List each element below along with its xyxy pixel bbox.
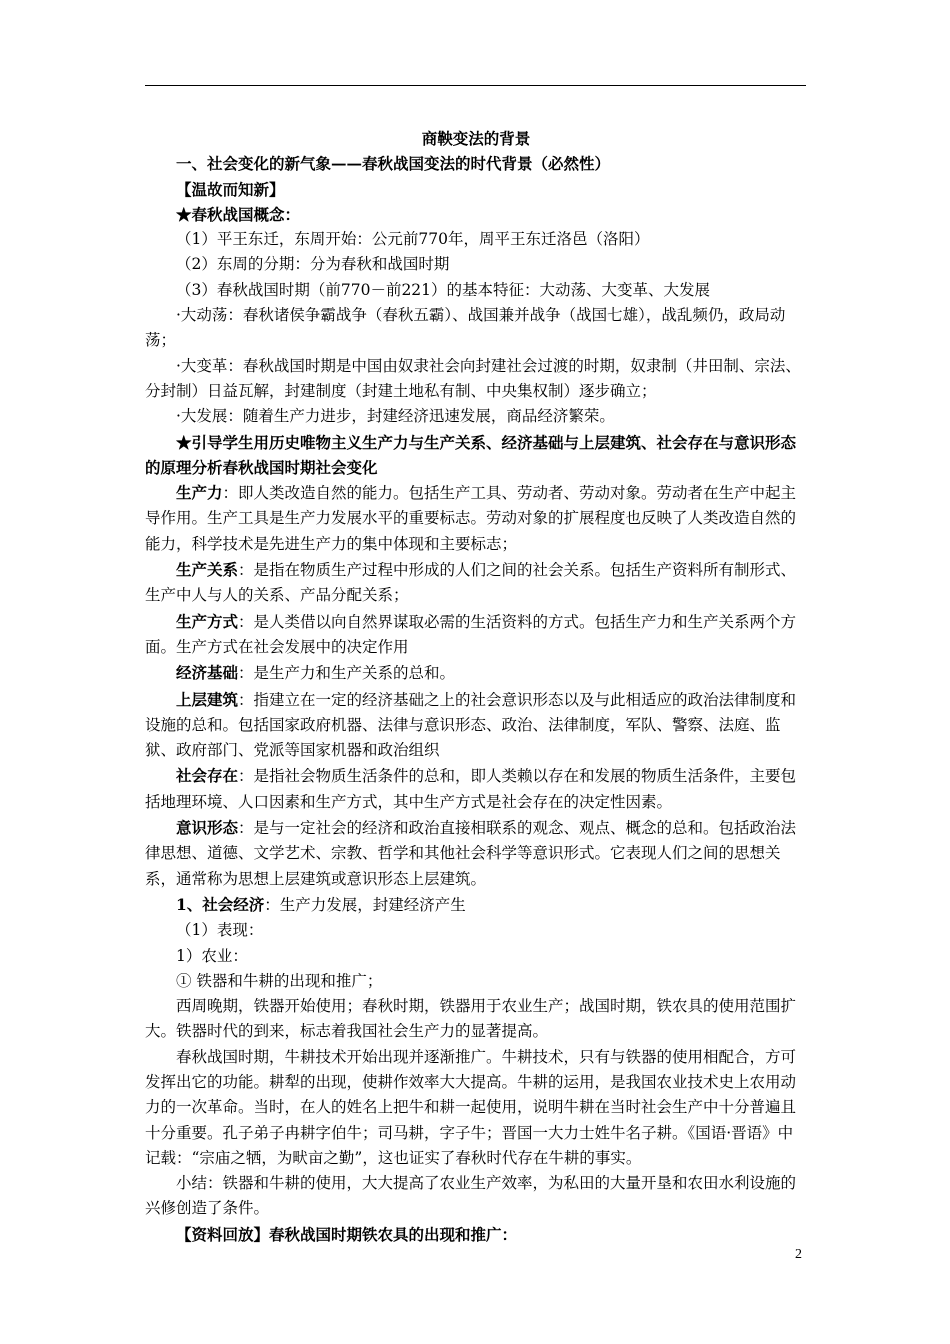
definition-paragraph	[145, 557, 807, 609]
section-label: 1、社会经济	[176, 894, 265, 914]
paragraph: ·大发展：随着生产力进步，封建经济迅速发展，商品经济繁荣。	[176, 407, 615, 426]
paragraph: 西周晚期，铁器开始使用；春秋时期，铁器用于农业生产；战国时期，铁农具的使用范围扩大。铁器时代的到来，标志着我国社会生产力的显著提高。	[145, 997, 797, 1041]
definition-paragraph	[145, 763, 807, 815]
paragraph: （1）表现：	[176, 921, 264, 940]
section-text: ：生产力发展，封建经济产生	[264, 895, 466, 914]
term: 生产方式	[176, 611, 239, 631]
subsection-heading: 【温故而知新】	[176, 179, 285, 199]
page-number: 2	[795, 1247, 802, 1262]
paragraph: 小结：铁器和牛耕的使用，大大提高了农业生产效率，为私田的大量开垦和农田水利设施的兴修创造了条件。	[145, 1174, 797, 1218]
material-heading: 【资料回放】春秋战国时期铁农具的出现和推广：	[176, 1224, 518, 1244]
paragraph: ① 铁器和牛耕的出现和推广；	[176, 971, 383, 990]
paragraph: （3）春秋战国时期（前770－前221）的基本特征：大动荡、大变革、大发展	[176, 280, 711, 299]
definition: ：是与一定社会的经济和政治直接相联系的观念、观点、概念的总和。包括政治法律思想、道德、文学艺术、宗教、哲学和其他社会科学等意识形式。它表现人们之间的思想关系，通常称为思想上层建筑或意识形态上层建筑。	[145, 819, 797, 888]
topic-heading: ★春秋战国概念：	[176, 204, 301, 224]
term: 社会存在	[176, 766, 239, 786]
paragraph: 春秋战国时期，牛耕技术开始出现并逐渐推广。牛耕技术，只有与铁器的使用相配合，方可发挥出它的功能。耕犁的出现，使耕作效率大大提高。牛耕的运用，是我国农业技术史上农用动力的一次革命。当时，在人的姓名上把牛和耕一起使用，说明牛耕在当时社会生产中十分普遍且十分重要。孔子弟子冉耕字伯牛；司马耕，字子牛；晋国一大力士姓牛名子耕。《国语·晋语》中记载：“宗庙之牺，为畎亩之勤”，这也证实了春秋时代存在牛耕的事实。	[145, 1047, 797, 1167]
topic-heading: ★引导学生用历史唯物主义生产力与生产关系、经济基础与上层建筑、社会存在与意识形态的原理分析春秋战国时期社会变化	[145, 432, 797, 477]
paragraph: 1）农业：	[176, 946, 248, 965]
definition-paragraph	[145, 687, 807, 764]
term: 生产关系	[176, 560, 239, 580]
term: 生产力	[176, 483, 223, 503]
term: 经济基础	[176, 663, 239, 683]
definition-paragraph	[145, 480, 807, 557]
section-paragraph	[145, 892, 807, 918]
term: 意识形态	[176, 818, 239, 838]
document-title: 商鞅变法的背景	[421, 129, 531, 148]
definition-paragraph	[145, 609, 807, 661]
paragraph: ·大动荡：春秋诸侯争霸战争（春秋五霸）、战国兼并战争（战国七雄），战乱频仍，政局动荡；	[145, 306, 786, 350]
header-rule	[145, 85, 806, 86]
definition: ：是指社会物质生活条件的总和，即人类赖以存在和发展的物质生活条件，主要包括地理环境、人口因素和生产方式，其中生产方式是社会存在的决定性因素。	[145, 767, 797, 811]
section-heading: 一、社会变化的新气象——春秋战国变法的时代背景（必然性）	[176, 154, 611, 174]
definition-paragraph	[145, 815, 807, 892]
definition: ：即人类改造自然的能力。包括生产工具、劳动者、劳动对象。劳动者在生产中起主导作用。生产工具是生产力发展水平的重要标志。劳动对象的扩展程度也反映了人类改造自然的能力，科学技术是先进生产力的集中体现和主要标志；	[145, 484, 797, 553]
definition: ：是人类借以向自然界谋取必需的生活资料的方式。包括生产力和生产关系两个方面。生产方式在社会发展中的决定作用	[145, 612, 797, 656]
definition: ：是指在物质生产过程中形成的人们之间的社会关系。包括生产资料所有制形式、生产中人与人的关系、产品分配关系；	[145, 561, 797, 605]
paragraph: ·大变革：春秋战国时期是中国由奴隶社会向封建社会过渡的时期，奴隶制（井田制、宗法、分封制）日益瓦解，封建制度（封建土地私有制、中央集权制）逐步确立；	[145, 356, 801, 400]
definition: ：指建立在一定的经济基础之上的社会意识形态以及与此相适应的政治法律制度和设施的总和。包括国家政府机器、法律与意识形态、政治、法律制度，军队、警察、法庭、监狱、政府部门、党派等国家机器和政治组织	[145, 690, 797, 760]
paragraph: （1）平王东迁，东周开始：公元前770年，周平王东迁洛邑（洛阳）	[176, 230, 650, 249]
document-body	[145, 124, 807, 1247]
definition-paragraph	[145, 660, 807, 686]
term: 上层建筑	[176, 689, 239, 709]
paragraph: （2）东周的分期：分为春秋和战国时期	[176, 255, 450, 274]
definition: ：是生产力和生产关系的总和。	[238, 664, 456, 683]
